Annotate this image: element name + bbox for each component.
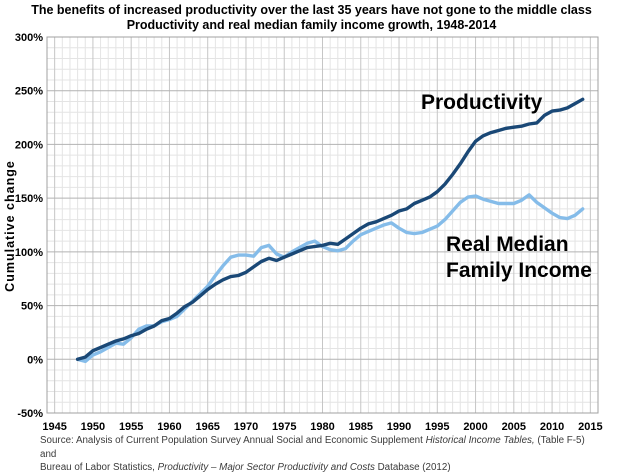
source-citation	[40, 434, 600, 475]
x-tick-label: 2010	[539, 421, 565, 433]
income-series-label-line1: Real Median	[446, 233, 569, 256]
x-tick-label: 1970	[233, 421, 259, 433]
chart-title-block	[0, 3, 623, 33]
productivity-series-label: Productivity	[421, 91, 543, 114]
y-tick-label: 150%	[14, 193, 43, 206]
x-tick-label: 1965	[195, 421, 220, 433]
x-tick-label: 2015	[578, 421, 603, 433]
x-tick-label: 1945	[42, 421, 67, 433]
income-series-label-line2: Family Income	[446, 259, 592, 282]
y-tick-label: 300%	[14, 32, 43, 44]
y-tick-label: -50%	[17, 408, 43, 420]
x-tick-label: 1990	[386, 421, 412, 433]
source-citation-line: Source: Analysis of Current Population Survey Annual Social and Economic Supplement Historical Income Tables, (Table F-5) and	[40, 435, 585, 460]
x-tick-label: 1960	[157, 421, 182, 433]
source-citation-line: Bureau of Labor Statistics, Productivity – Major Sector Productivity and Costs Database (2012)	[40, 462, 451, 473]
x-tick-label: 1995	[425, 421, 450, 433]
chart-subtitle: Productivity and real median family income growth, 1948-2014	[126, 18, 497, 32]
chart-title: The benefits of increased productivity over the last 35 years have not gone to the middle class	[31, 3, 592, 17]
y-tick-label: 0%	[27, 354, 43, 367]
x-tick-label: 1980	[310, 421, 335, 433]
y-tick-label: 250%	[14, 85, 43, 98]
x-tick-label: 1950	[80, 421, 106, 433]
y-tick-label: 200%	[14, 139, 43, 152]
income-series-label	[446, 232, 592, 284]
y-tick-label: 50%	[20, 300, 43, 313]
x-tick-label: 1955	[118, 421, 144, 433]
x-tick-label: 1985	[348, 421, 374, 433]
x-tick-label: 2000	[463, 421, 488, 433]
x-tick-label: 1975	[271, 421, 297, 433]
x-tick-label: 2005	[501, 421, 527, 433]
y-axis-title: Cumulative change	[3, 160, 17, 292]
y-tick-label: 100%	[14, 246, 43, 259]
